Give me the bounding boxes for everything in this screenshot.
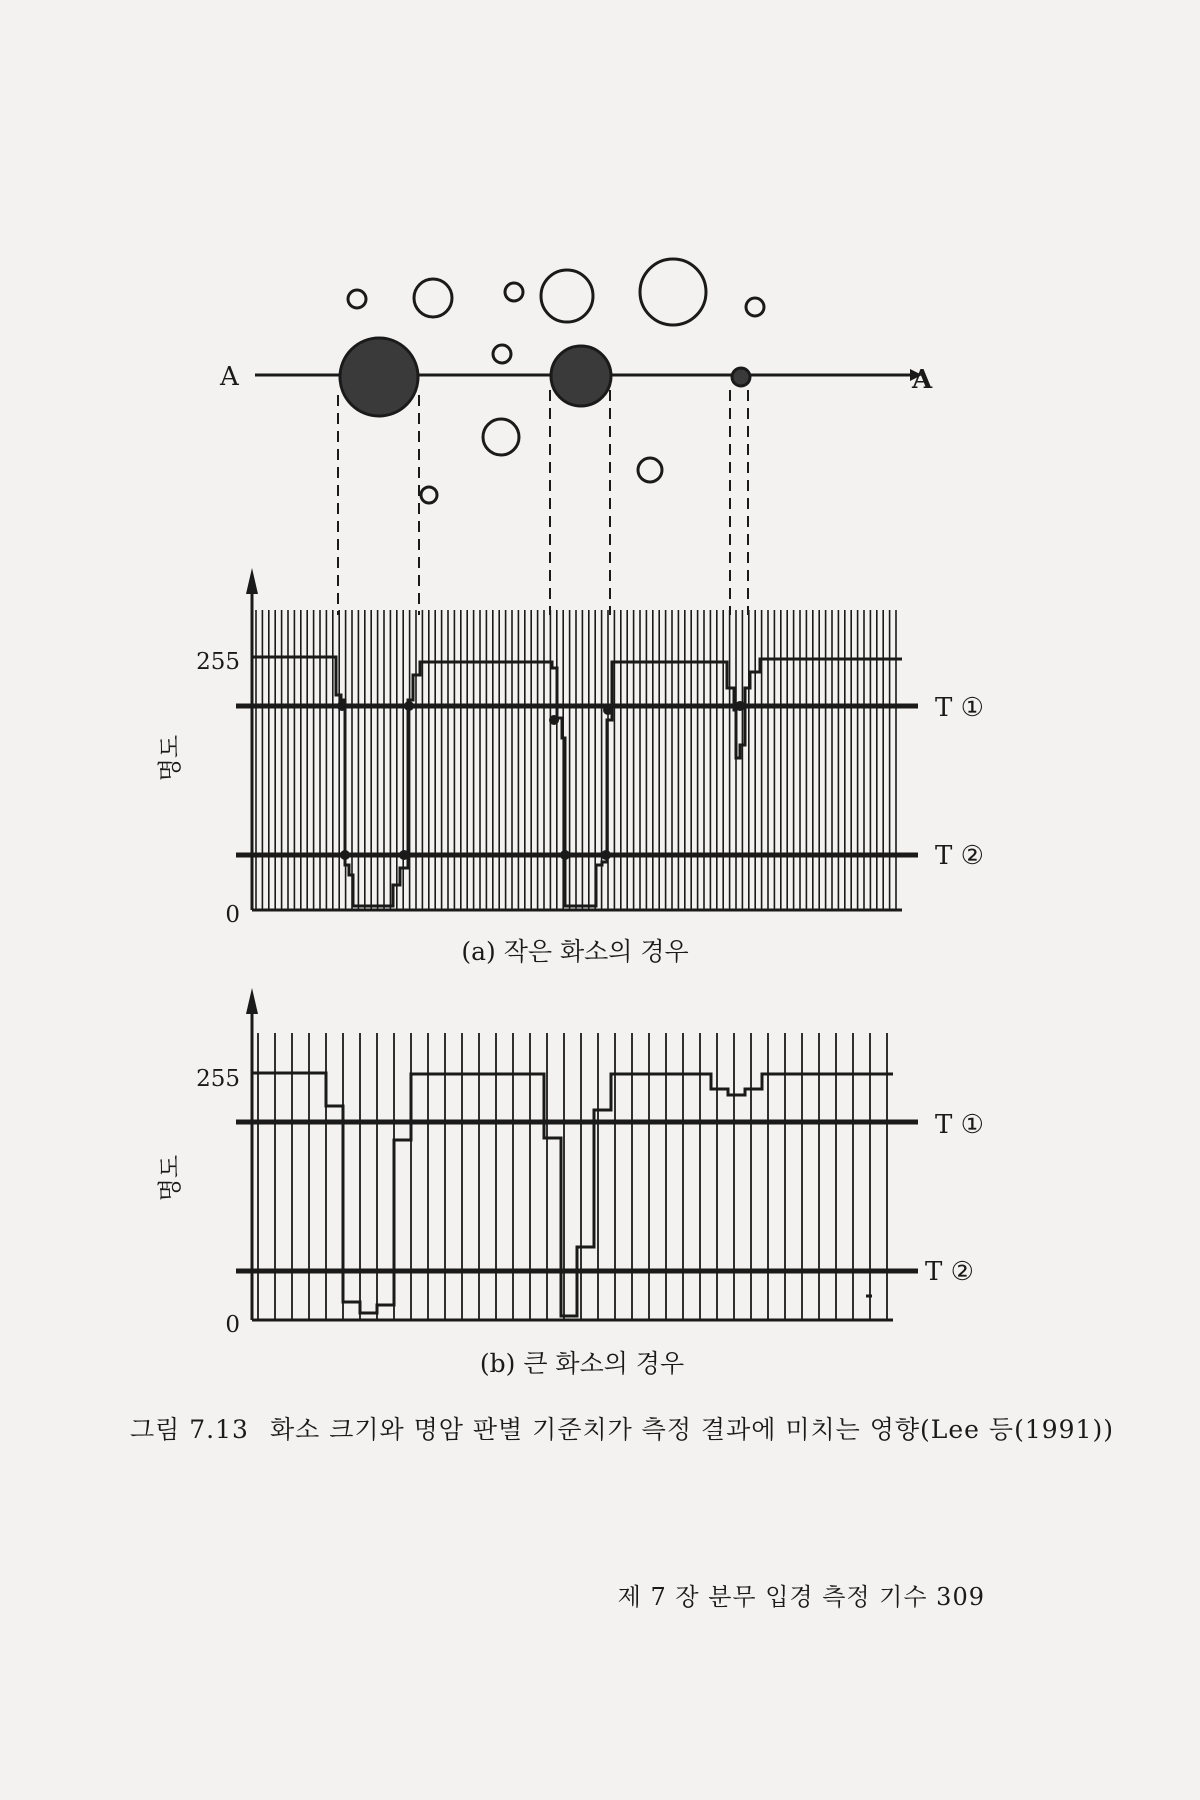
- droplet: [348, 290, 366, 308]
- crossing-point: [735, 701, 745, 711]
- panel-caption-a: (a) 작은 화소의 경우: [461, 937, 689, 966]
- crossing-point: [399, 850, 409, 860]
- figure-caption-label: 그림 7.13: [130, 1415, 249, 1444]
- y-tick-label-0-b: 0: [225, 1312, 240, 1338]
- y-tick-label-0-a: 0: [225, 902, 240, 928]
- signal-trace-a: [253, 657, 902, 906]
- line-label-left: A: [220, 362, 239, 392]
- figure-caption-text: 화소 크기와 명암 판별 기준치가 측정 결과에 미치는 영향(Lee 등(1991)): [270, 1415, 1114, 1444]
- droplet: [493, 345, 511, 363]
- panel-a: [156, 568, 984, 966]
- crossing-point: [340, 850, 350, 860]
- threshold-label-t2-b: T ②: [925, 1257, 974, 1287]
- y-axis-label-a: 명도: [156, 734, 184, 782]
- threshold-label-t1-b: T ①: [935, 1110, 984, 1140]
- droplet: [505, 283, 523, 301]
- filled-droplet: [732, 368, 750, 386]
- threshold-label-t1-a: T ①: [935, 693, 984, 723]
- crossing-point: [549, 715, 559, 725]
- crossing-point: [603, 705, 613, 715]
- y-tick-label-255-b: 255: [196, 1066, 240, 1092]
- pixel-grid-b: [258, 1033, 887, 1320]
- y-axis-arrow-b: [246, 988, 258, 1014]
- signal-trace-b: [253, 1073, 893, 1316]
- panel-b: [156, 988, 984, 1378]
- droplet: [746, 298, 764, 316]
- projection-lines: [338, 390, 748, 615]
- y-axis-arrow-a: [246, 568, 258, 594]
- droplet: [638, 458, 662, 482]
- crossing-point: [560, 850, 570, 860]
- y-tick-label-255-a: 255: [196, 649, 240, 675]
- droplet: [640, 259, 706, 325]
- filled-droplet: [340, 338, 418, 416]
- filled-droplet: [551, 346, 611, 406]
- line-label-right: A: [912, 365, 933, 395]
- threshold-crossings-a: [337, 701, 745, 860]
- y-axis-label-b: 명도: [156, 1154, 184, 1202]
- droplet: [483, 419, 519, 455]
- droplet: [414, 279, 452, 317]
- filled-droplet-group: [340, 338, 750, 416]
- crossing-point: [601, 850, 611, 860]
- crossing-point: [337, 701, 347, 711]
- panel-caption-b: (b) 큰 화소의 경우: [479, 1349, 685, 1378]
- droplet: [421, 487, 437, 503]
- pixel-grid-a: [256, 610, 896, 910]
- page-footer: 제 7 장 분무 입경 측정 기수 309: [617, 1583, 985, 1611]
- droplet: [541, 270, 593, 322]
- crossing-point: [404, 701, 414, 711]
- threshold-label-t2-a: T ②: [935, 841, 984, 871]
